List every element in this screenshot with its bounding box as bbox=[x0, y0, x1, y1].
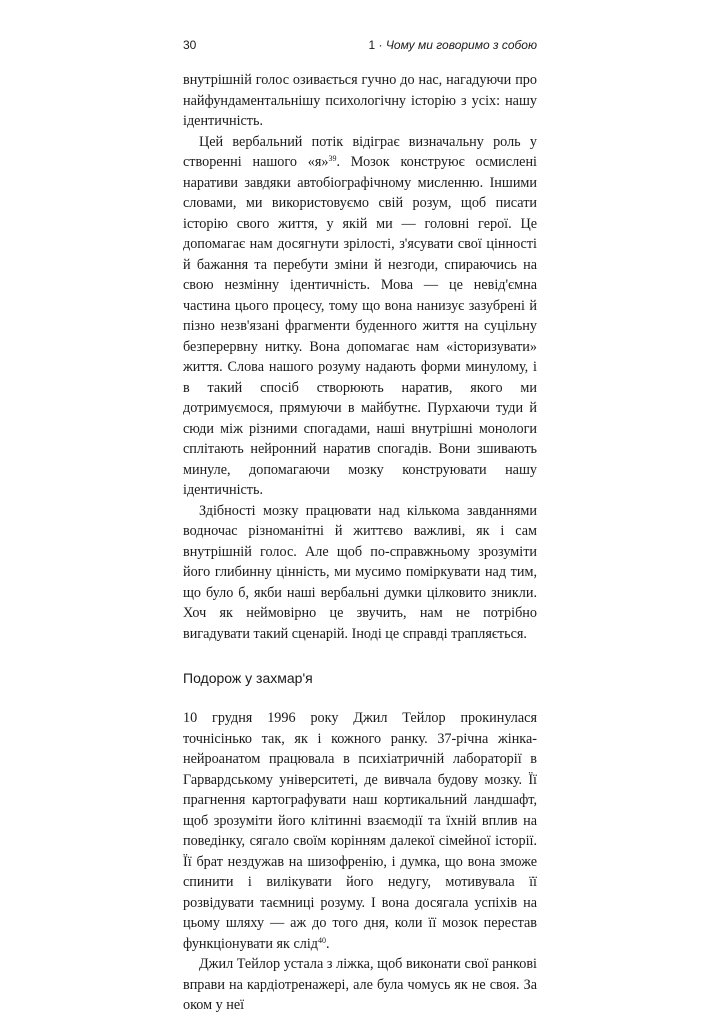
chapter-number: 1 bbox=[368, 38, 376, 52]
footnote-marker[interactable]: 39 bbox=[328, 154, 337, 163]
paragraph bbox=[183, 708, 537, 954]
paragraph-text: Цей вербальний потік відіграє визначальну роль у створенні нашого «я» bbox=[183, 133, 537, 170]
paragraph-text: . Мозок конструює осмислені наративи завдяки автобіографічному мисленню. Іншими словами, ми використовуємо свій розум, щоб писати історію свого життя, у якій ми — головні герої. Це допомагає нам досягнути зрілості, з'ясувати свої цінності й бажання та перебути зміни й незгоди, спираючись на свою незмінну ідентичність. Мова — це невід'ємна частина цього процесу, тому що вона нанизує зазубрені й пізно незв'язані фрагменти буденного життя на суцільну безперервну нитку. Вона допомагає нам «історизувати» життя. Слова нашого розуму надають форми минулому, і в такий спосіб створюють наратив, якого ми дотримуємося, прямуючи в майбутнє. Пурхаючи туди й сюди між різними спогадами, наші внутрішні монологи сплітають нейронний наратив спогадів. Вони зшивають минуле, допомагаючи мозку конструювати нашу ідентичність. bbox=[183, 154, 537, 498]
paragraph: Джил Тейлор устала з ліжка, щоб виконати свої ранкові вправи на кардіотренажері, але була чомусь як не своя. За оком у неї bbox=[183, 956, 537, 1013]
page-header bbox=[183, 38, 537, 56]
paragraph bbox=[183, 132, 537, 501]
paragraph-text: 10 грудня 1996 року Джил Тейлор прокинулася точнісінько так, як і кожного ранку. 37-річна жінка-нейроанатом працювала в психіатричній лабораторії в Гарвардському університеті, де вивчала будову мозку. Її прагнення картографувати наш кортикальний ландшафт, щоб зрозуміти його клітинні взаємодії та їхній вплив на поведінку, сягало своїм корінням далекої сімейної історії. Її брат нездужав на шизофренію, і думка, що вона зможе спинити і вилікувати його недугу, мотивувала її розвідувати таємниці розуму. І вона досягала успіхів на цьому шляху — аж до того дня, коли її мозок перестав функціонувати як слід bbox=[183, 710, 537, 952]
paragraph-text: . bbox=[326, 935, 330, 952]
page-number: 30 bbox=[183, 38, 197, 52]
paragraph: Здібності мозку працювати над кількома завданнями водночас різноманітні й життєво важливі, як і сам внутрішній голос. Але щоб по-справжньому зрозуміти його глибинну цінність, ми мусимо поміркувати над тим, що було б, якби наші вербальні думки цілковито зникли. Хоч як неймовірно це звучить, нам не потрібно вигадувати такий сценарій. Іноді це справді трапляється. bbox=[183, 502, 537, 642]
running-head-separator: · bbox=[375, 38, 386, 52]
running-head bbox=[368, 38, 537, 52]
section-heading: Подорож у захмар'я bbox=[183, 670, 313, 686]
chapter-title: Чому ми говоримо з собою bbox=[385, 38, 537, 52]
paragraph: внутрішній голос озивається гучно до нас, нагадуючи про найфундаментальнішу психологічну історію з усіх: нашу ідентичність. bbox=[183, 72, 537, 129]
body-text bbox=[183, 70, 537, 1016]
footnote-marker[interactable]: 40 bbox=[318, 935, 327, 945]
